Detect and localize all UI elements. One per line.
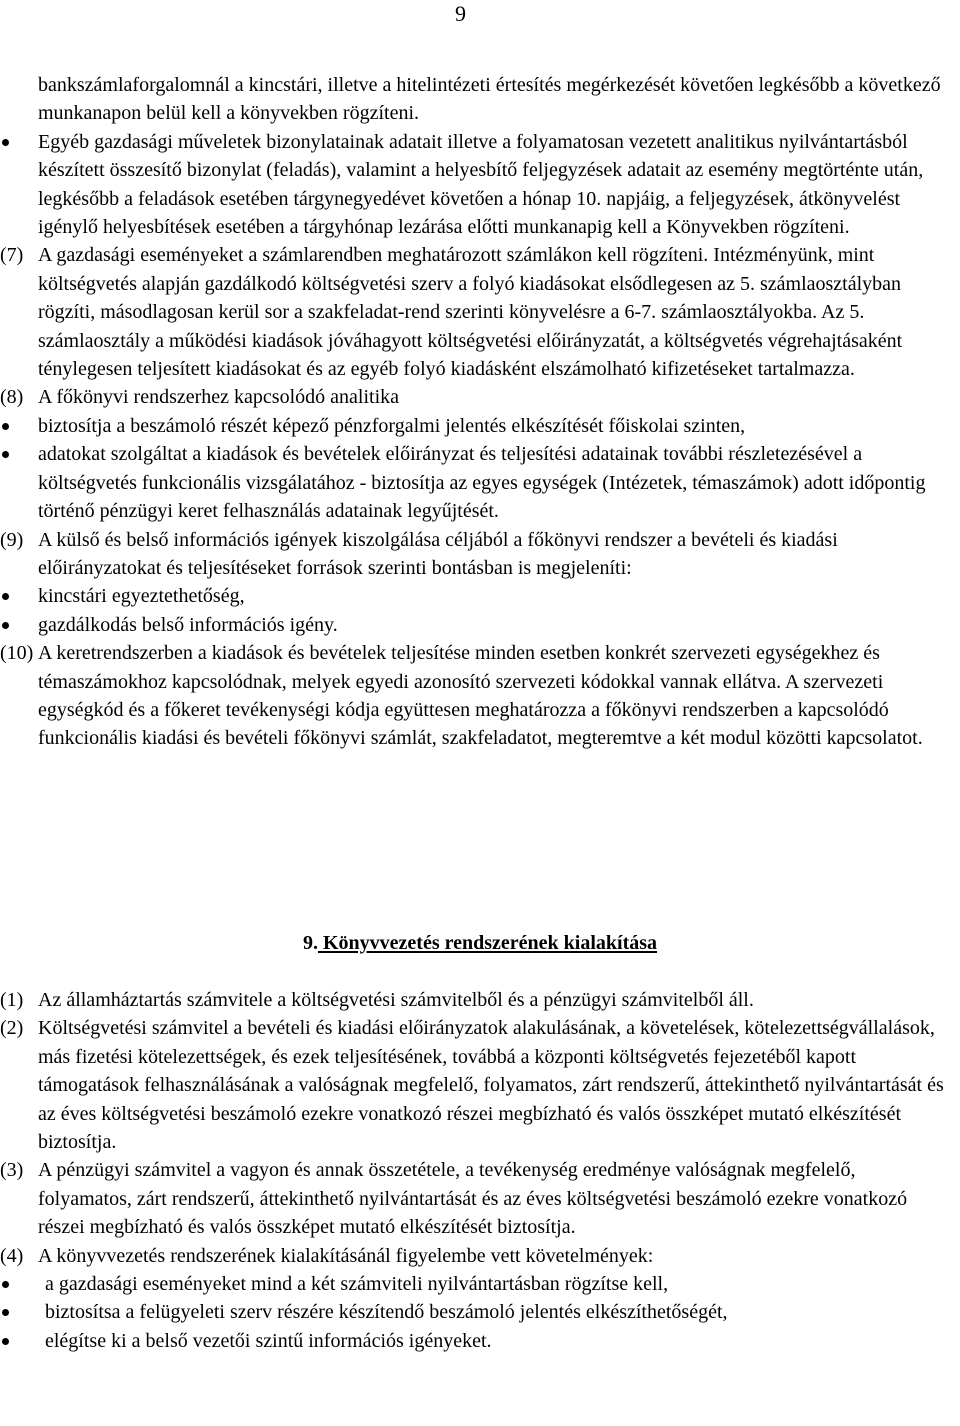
list-item-text: biztosítsa a felügyeleti szerv részére készítendő beszámoló jelentés elkészíthetőségét,	[45, 1301, 728, 1324]
list-item-text: kincstári egyeztethetőség,	[38, 585, 245, 608]
paragraph-number: (3)	[0, 1159, 24, 1182]
bullet-icon	[2, 423, 9, 430]
list-item	[0, 440, 960, 525]
section-heading	[0, 929, 960, 957]
paragraph-number: (1)	[0, 989, 24, 1011]
paragraph-text: A gazdasági eseményeket a számlarendben meghatározott számlákon kell rögzíteni. Intézményünk, mint költségvetés alapján gazdálkodó költségvetési szerv a folyó kiadásokat elsődlegesen az 5. számlaosztályban rögzíti, másodlagosan kerül sor a szakfeladat-rend szerinti könyvelésre a 6-7. számlaosztályokba. Az 5. számlaosztály a működési kiadások jóváhagyott költségvetési előirányzatát, a költségvetés végrehajtásaként ténylegesen teljesített kiadásokat és az egyéb folyó kiadásként elszámolható kifizetéseket tartalmazza.	[38, 244, 903, 381]
section-number: 9.	[302, 932, 318, 954]
body-block-2	[0, 986, 960, 1355]
list-item-text: biztosítja a beszámoló részét képező pénzforgalmi jelentés elkészítését főiskolai szinten,	[38, 414, 746, 437]
list-item-text: a gazdasági eseményeket mind a két számviteli nyilvántartásban rögzítse kell,	[45, 1273, 669, 1296]
numbered-paragraph-2	[0, 1014, 960, 1156]
paragraph-text: A pénzügyi számvitel a vagyon és annak összetétele, a tevékenység eredménye valóságnak megfelelő, folyamatos, zárt rendszerű, áttekinthető nyilvántartását és az éves költségvetési beszámoló ezekre vonatkozó részei megbízható és valós összképet mutató elkészítését biztosítja.	[38, 1159, 908, 1239]
paragraph-continuation: bankszámlaforgalomnál a kincstári, illetve a hitelintézeti értesítés megérkezését követően legkésőbb a következő munkanapon belül kell a könyvekben rögzíteni.	[38, 74, 941, 125]
page-number: 9	[455, 1, 466, 26]
paragraph-number: (9)	[0, 528, 24, 551]
list-item-text: elégítse ki a belső vezetői szintű információs igényeket.	[45, 1329, 492, 1352]
numbered-paragraph-1	[0, 986, 960, 1014]
list-item	[0, 1298, 960, 1326]
list-item-text: Egyéb gazdasági műveletek bizonylatainak adatait illetve a folyamatosan vezetett analitikus nyilvántartásból készített összesítő bizonylat (feladás), valamint a helyesbítő feljegyzések adatait az esemény megtörténte után, legkésőbb a feladások esetében tárgynegyedévet követően a hónap 10. napjáig, a feljegyzések, átkönyvelést igénylő helyesbítések esetében a tárgyhónap lezárása előtti munkanapig kell a Könyvekben rögzíteni.	[38, 130, 924, 239]
paragraph-text: A külső és belső információs igények kiszolgálása céljából a főkönyvi rendszer a bevételi és kiadási előirányzatokat és teljesítéseket források szerinti bontásban is megjeleníti:	[38, 528, 838, 579]
list-item-text: gazdálkodás belső információs igény.	[38, 613, 338, 636]
list-item	[0, 582, 960, 610]
bullet-icon	[2, 1281, 9, 1288]
bullet-icon	[2, 451, 9, 458]
paragraph-number: (7)	[0, 244, 24, 267]
bullet-icon	[2, 622, 9, 629]
bullet-icon	[2, 1338, 9, 1345]
bullet-icon	[2, 593, 9, 600]
numbered-paragraph-9	[0, 526, 960, 583]
numbered-paragraph-7	[0, 241, 960, 383]
numbered-paragraph-10	[0, 639, 960, 753]
bullet-icon	[2, 139, 9, 146]
list-item	[0, 611, 960, 639]
paragraph-number: (2)	[0, 1017, 24, 1040]
bullet-icon	[2, 1309, 9, 1316]
list-item	[0, 1270, 960, 1298]
paragraph-number: (8)	[0, 386, 24, 409]
numbered-paragraph-4	[0, 1242, 960, 1270]
numbered-paragraph-3	[0, 1156, 960, 1241]
paragraph-number: (10)	[0, 642, 34, 665]
paragraph-text: Költségvetési számvitel a bevételi és kiadási előirányzatok alakulásának, a követelések, kötelezettségvállalások, más fizetési kötelezettségek, és ezek teljesítésének, továbbá a központi költségvetés fejezetéből kapott támogatások felhasználásának a valóságnak megfelelő, folyamatos, zárt rendszerű, áttekinthető nyilvántartását és az éves költségvetési beszámoló ezekre vonatkozó részei megbízható és valós összképet mutató elkészítését biztosítja.	[38, 1017, 944, 1154]
paragraph-number: (4)	[0, 1244, 24, 1267]
list-item	[0, 1327, 960, 1355]
numbered-paragraph-8	[0, 383, 960, 411]
section-title: Könyvvezetés rendszerének kialakítása	[322, 932, 658, 954]
list-item	[0, 412, 960, 440]
paragraph-text: Az államháztartás számvitele a költségvetési számvitelből és a pénzügyi számvitelből áll.	[38, 989, 754, 1011]
paragraph-text: A keretrendszerben a kiadások és bevételek teljesítése minden esetben konkrét szervezeti egységekhez és témaszámokhoz kapcsolódnak, melyek egyedi azonosító szervezeti kódokkal vannak ellátva. A szervezeti egységkód és a főkeret tevékenységi kódja együttesen meghatározza a főkönyvi rendszerben a kapcsolódó funkcionális kiadási és bevételi főkönyvi számlát, szakfeladatot, megteremtve a két modul közötti kapcsolatot.	[38, 642, 923, 750]
paragraph-text: A főkönyvi rendszerhez kapcsolódó analitika	[38, 386, 399, 409]
body-block-1	[0, 71, 960, 753]
paragraph-text: A könyvvezetés rendszerének kialakításánál figyelembe vett követelmények:	[38, 1244, 654, 1267]
list-item	[0, 128, 960, 242]
list-item-text: adatokat szolgáltat a kiadások és bevételek előirányzat és teljesítési adatainak további részletezésével a költségvetés funkcionális vizsgálatához - biztosítja az egyes egységek (Intézetek, témaszámok) adott időpontig történő pénzügyi keret felhasználás adatainak legyűjtését.	[38, 443, 926, 523]
